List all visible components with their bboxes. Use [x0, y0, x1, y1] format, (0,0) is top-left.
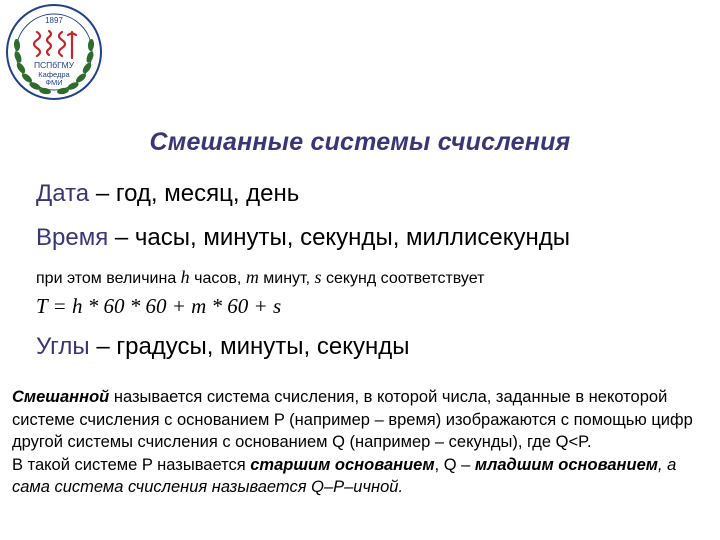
logo-year: 1897: [45, 16, 63, 25]
line-time: [36, 224, 570, 252]
line-angles: [36, 333, 409, 361]
var-h: h: [180, 267, 190, 287]
paragraph-line2-start: В такой системе P называется: [12, 455, 251, 474]
var-m: m: [245, 267, 259, 287]
note-part-1: при этом величина: [36, 270, 181, 287]
var-s: s: [314, 267, 322, 287]
note-part-4: секунд соответствует: [321, 270, 485, 287]
logo-department-line1: Кафедра: [38, 70, 70, 79]
line-date: [36, 180, 299, 208]
paragraph-line2-end: , а сама система счисления называется Q–P–ичной.: [12, 455, 677, 496]
term-date: Дата: [36, 180, 90, 207]
definition-term: Смешанной: [12, 388, 110, 406]
senior-base-term: старшим основанием: [250, 455, 435, 474]
note-part-3: минут,: [258, 270, 315, 287]
angles-description: – градусы, минуты, секунды: [89, 333, 410, 360]
logo-emblem: [4, 2, 104, 102]
line-time-note: [36, 267, 484, 288]
date-description: – год, месяц, день: [89, 180, 300, 207]
time-formula: T = h * 60 * 60 + m * 60 + s: [36, 294, 282, 318]
term-angles: Углы: [36, 333, 90, 360]
department-logo: [4, 2, 104, 102]
junior-base-term: младшим основанием: [474, 455, 658, 474]
definition-paragraph: [12, 386, 712, 499]
logo-department-line2: ФМИ: [45, 78, 63, 87]
paragraph-line2-mid: , Q –: [434, 455, 475, 474]
definition-text: называется система счисления, в которой числа, заданные в некоторой системе счисления с основанием P (например – время) изображаются с помощью цифр другой системы счисления с основанием Q (например – секунды), где Q<P.: [12, 388, 693, 451]
note-part-2: часов,: [189, 270, 246, 287]
time-description: – часы, минуты, секунды, миллисекунды: [108, 224, 570, 251]
term-time: Время: [36, 224, 109, 251]
logo-university: ПСПбГМУ: [33, 60, 75, 70]
slide-title: Смешанные системы счисления: [149, 128, 571, 156]
